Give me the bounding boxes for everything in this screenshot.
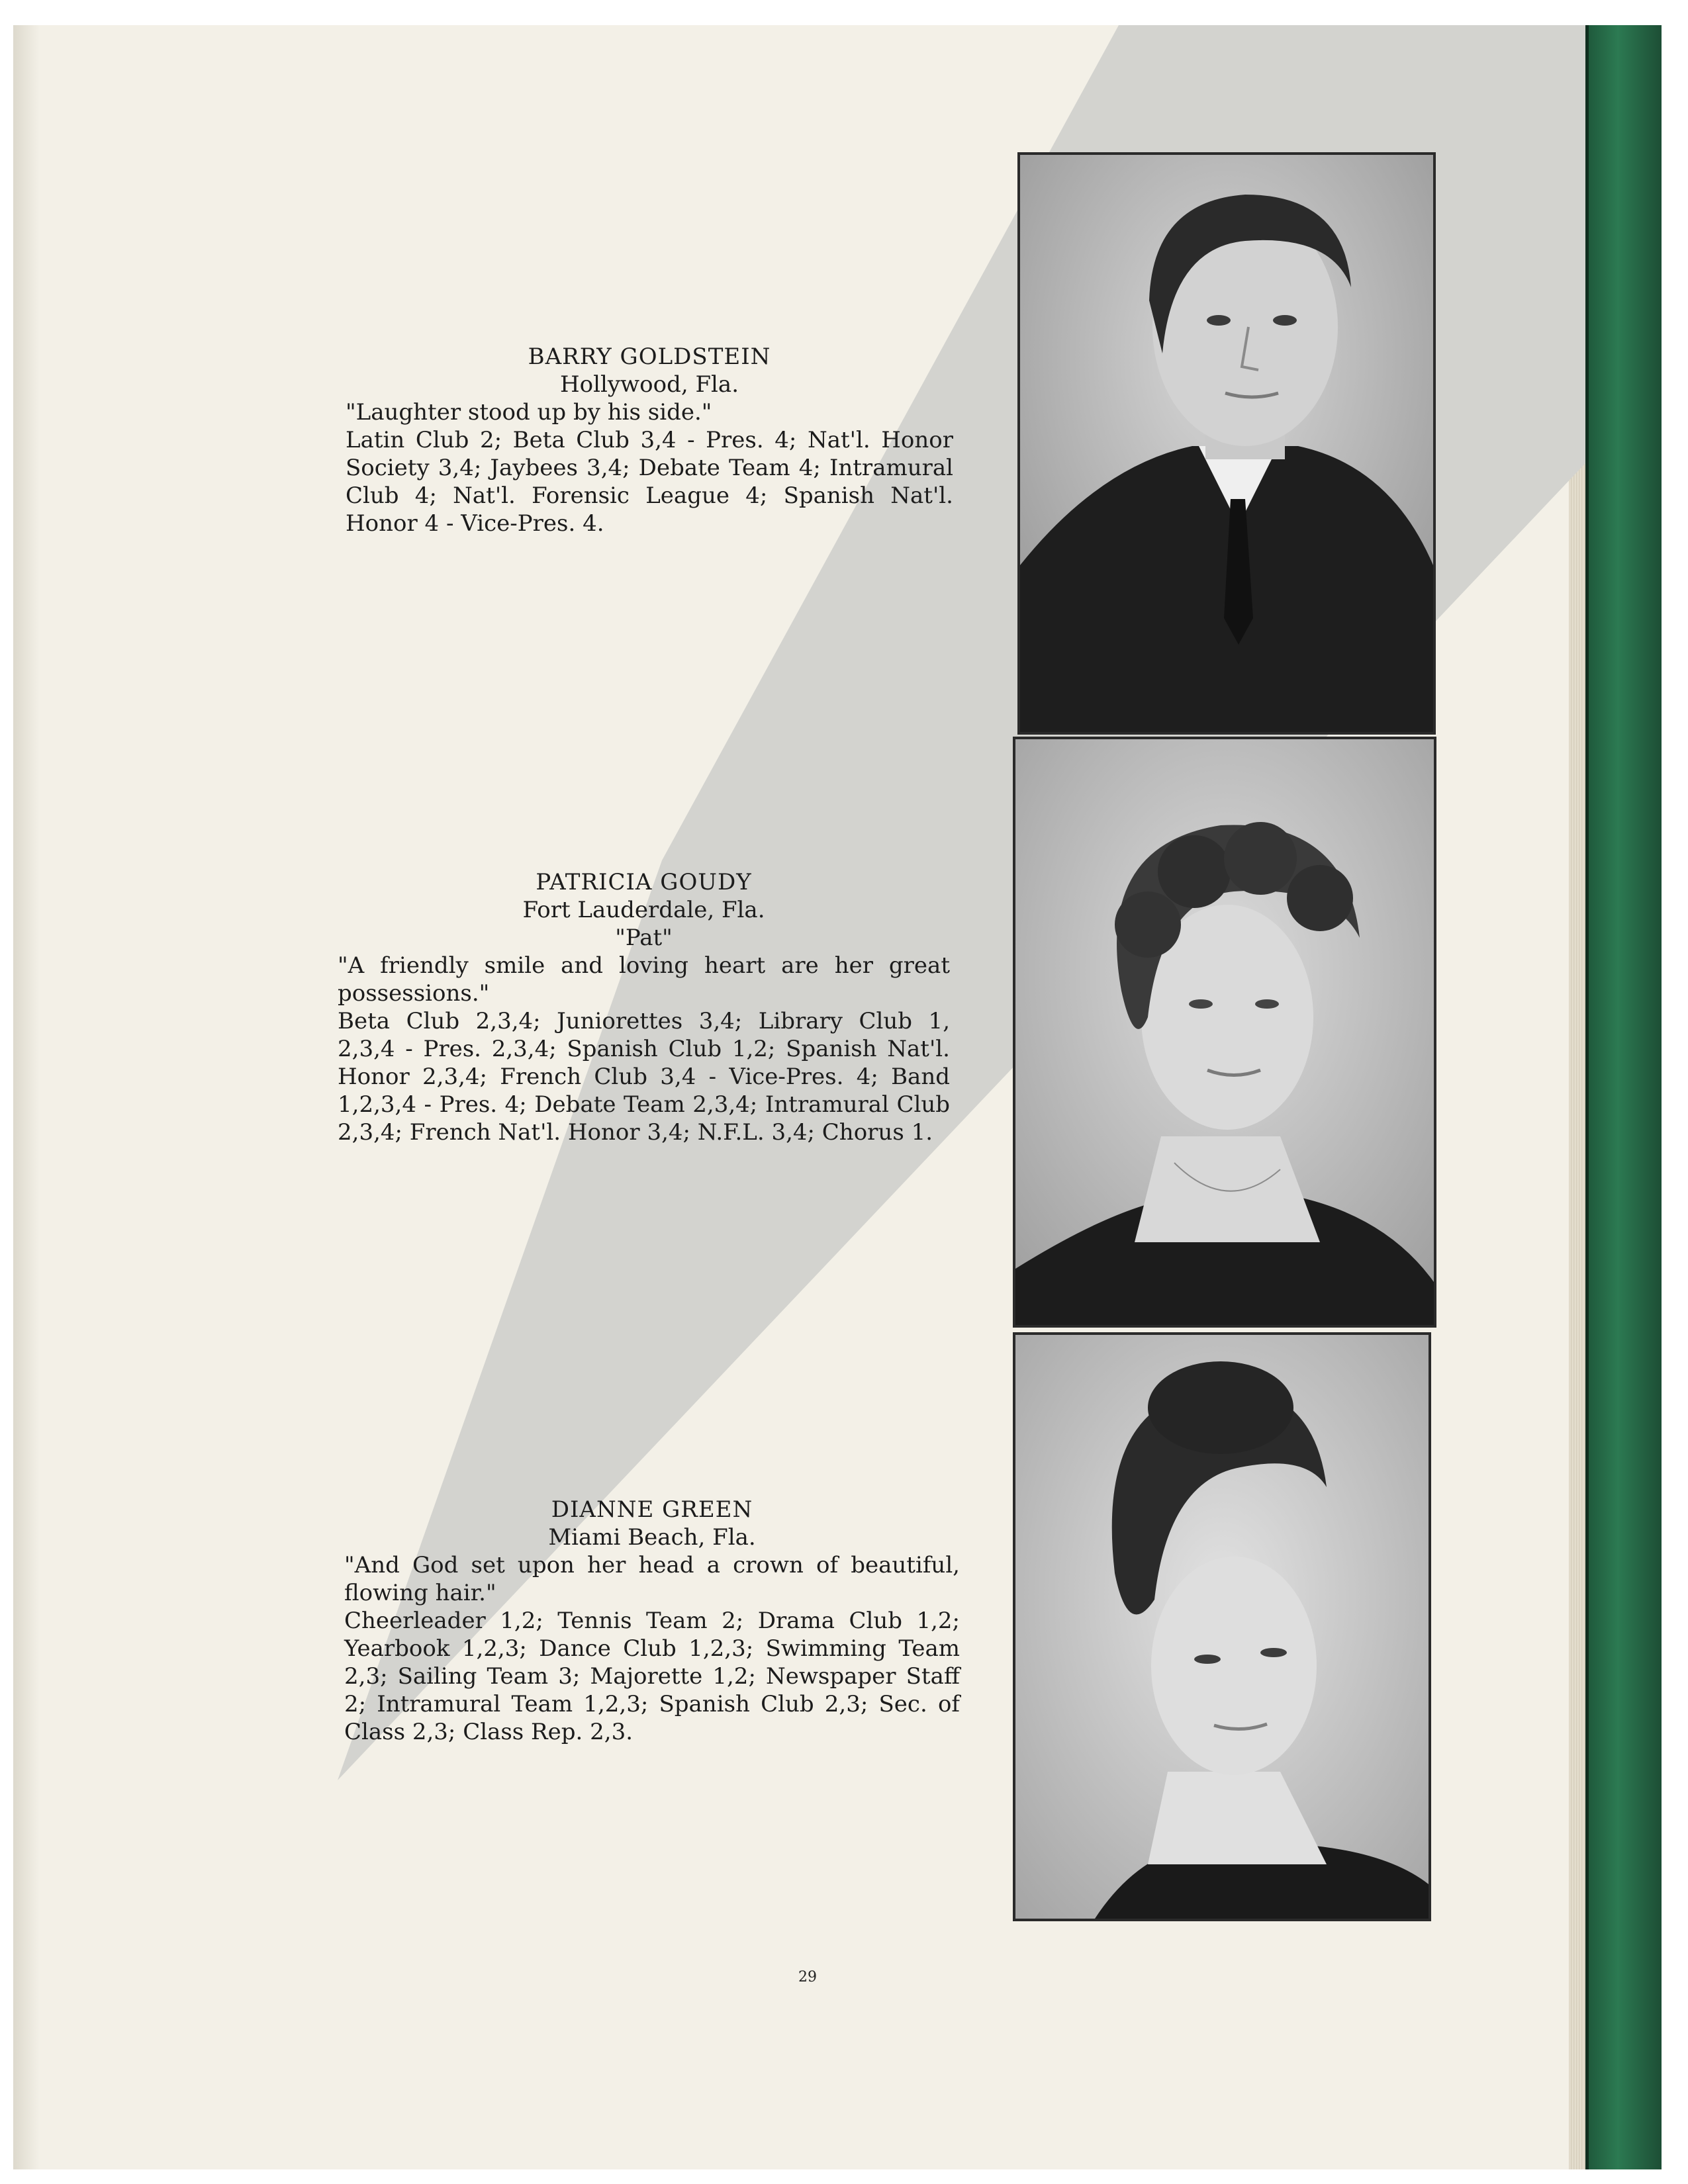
page-number: 29	[798, 1969, 817, 1985]
portrait-photo-dianne-green	[1013, 1332, 1431, 1921]
student-nickname: "Pat"	[615, 925, 673, 951]
student-name: PATRICIA GOUDY	[536, 869, 752, 895]
student-quote: "Laughter stood up by his side."	[346, 399, 712, 426]
senior-entry-3	[344, 1496, 960, 1746]
senior-entry-1	[346, 343, 953, 537]
portrait-photo-barry-goldstein	[1017, 152, 1436, 735]
student-quote: "And God set upon her head a crown of beautiful, flowing hair."	[344, 1552, 960, 1606]
student-activities: Beta Club 2,3,4; Juniorettes 3,4; Library Club 1, 2,3,4 - Pres. 2,3,4; Spanish Club 1,2; Spanish Nat'l. Honor 2,3,4; French Club 3,4 - Vice-Pres. 4; Band 1,2,3,4 - Pres. 4; Debate Team 2,3,4; Intramural Club 2,3,4; French Nat'l. Honor 3,4; N.F.L. 3,4; Chorus 1.	[338, 1008, 950, 1146]
portrait-photo-patricia-goudy	[1013, 737, 1436, 1328]
student-hometown: Hollywood, Fla.	[559, 371, 739, 398]
student-activities: Latin Club 2; Beta Club 3,4 - Pres. 4; Nat'l. Honor Society 3,4; Jaybees 3,4; Debate Team 4; Intramural Club 4; Nat'l. Forensic League 4; Spanish Nat'l. Honor 4 - Vice-Pres. 4.	[346, 427, 953, 537]
student-quote: "A friendly smile and loving heart are her great possessions."	[338, 952, 950, 1007]
student-hometown: Miami Beach, Fla.	[548, 1524, 756, 1551]
student-activities: Cheerleader 1,2; Tennis Team 2; Drama Club 1,2; Yearbook 1,2,3; Dance Club 1,2,3; Swimming Team 2,3; Sailing Team 3; Majorette 1,2; Newspaper Staff 2; Intramural Team 1,2,3; Spanish Club 2,3; Sec. of Class 2,3; Class Rep. 2,3.	[344, 1608, 960, 1745]
student-hometown: Fort Lauderdale, Fla.	[522, 897, 765, 923]
student-name: BARRY GOLDSTEIN	[528, 343, 771, 370]
senior-entry-2	[338, 868, 950, 1146]
student-name: DIANNE GREEN	[551, 1496, 753, 1523]
